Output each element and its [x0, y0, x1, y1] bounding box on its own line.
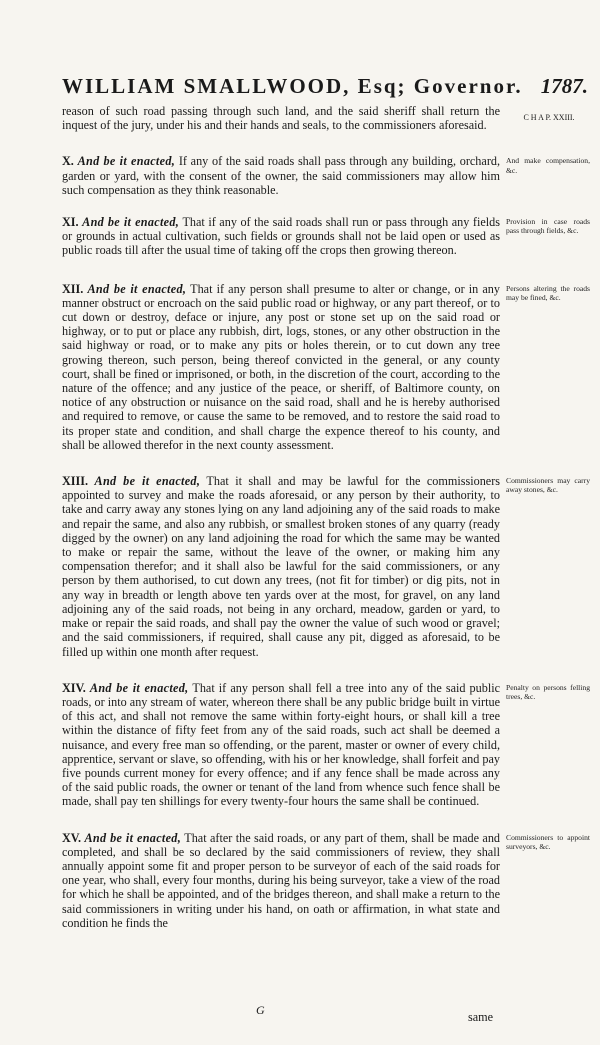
- margin-note: Persons altering the roads may be fined, &c.: [506, 283, 590, 302]
- section-text: That if any person shall fell a tree into any of the said public roads, or into any stream of water, whereon there shall be any public bridge built in virtue of this act, and shall not remove the same within forty-eight hours, or shall kill a tree within the distance of fifty feet from any of the said roads, such act shall be deemed a nuisance, and every free man so offending, or the parent, master or owner of every child, apprentice, servant or slave, so offending, with his or her knowledge, shall forfeit and pay five pounds current money for every offence; and if any fence shall be made across any of the said public roads, the owner or tenant of the land from whence such fence shall be made, shall pay ten shillings for every twenty-four hours the same shall be continued.: [62, 680, 501, 809]
- catchword: same: [468, 1010, 494, 1024]
- enacting-clause: And be it enacted,: [77, 154, 176, 169]
- section-text: If any of the said roads shall pass through any building, orchard, garden or yard, with the consent of the owner, the said commissioners may allow him such compensation as they think reasonable.: [62, 154, 501, 197]
- section-text: That if any person shall presume to alter or change, or in any manner obstruct or encroach on the said public road or highway, or any part thereof, or to cut down or destroy, deface or injure, any post or stone set up on the said road or highway, or to put or place any rubbish, dirt, logs, stones, or any other obstruction in the said highway or road, or to make any pits or holes therein, or to cut down any tree growing thereon, such person, being thereof convicted in the general, or any county court, shall be fined or imprisoned, or both, in the discretion of the court, according to the nature of the offence; and any justice of the peace, or sheriff, of Baltimore county, on notice of any obstruction or nuisance on the said road, shall and he is hereby authorised and required to remove, or cause the same to be removed, and to restore the said road to its proper state and condition, and shall charge the expence thereof to his county, and shall be allowed therefor in the next county assessment.: [62, 281, 500, 452]
- enacting-clause: And be it enacted,: [87, 281, 187, 296]
- section-11: [62, 215, 590, 258]
- section-10: [62, 154, 590, 197]
- enacting-clause: And be it enacted,: [82, 215, 180, 230]
- section-number: X.: [62, 154, 74, 169]
- section-number: XII.: [62, 281, 84, 296]
- section-text: That after the said roads, or any part of them, shall be made and completed, and shall be so declared by the said commissioners of review, they shall annually appoint some fit and proper person to be surveyor of each of the said roads for one year, who shall, every four months, during his being surveyor, take a view of the road for which he shall be appointed, and of the bridges thereon, and shall make a return to the said commissioners in writing under his hand, on oath or affirmation, in what state and condition he finds the: [62, 830, 501, 930]
- section-number: XIII.: [62, 474, 89, 489]
- section-text: That it shall and may be lawful for the commissioners appointed to survey and make the roads aforesaid, or any person by their authority, to take and carry away any stones lying on any land adjoining any of the said roads to make and repair the same, and also any rubbish, or smallest broken stones of any quarry (ready digged by the owner) on any land adjoining the road for which the same may be wanted to make or repair the same, without the leave of the owner, or making him any compensation therefor; and it shall also be lawful for the said commissioners, or any person by them authorised, to cut down any trees, (not fit for timber) or dig pits, not in any way in breadth or length above ten yards over at the most, for gravel, on any land adjoining any of the said roads, not being in any orchard, meadow, garden or yard, to make or repair the said roads, and shall pay the owner the value of such wood or gravel; and the said commissioners, if required, shall cause any pit, digged as aforesaid, to be filled up within one month after request.: [62, 474, 501, 659]
- chapter-label: C H A P. XXIII.: [523, 113, 575, 122]
- enacting-clause: And be it enacted,: [84, 830, 182, 845]
- enacting-clause: And be it enacted,: [94, 474, 201, 489]
- section-text: That if any of the said roads shall run or pass through any fields or grounds in actual cultivation, such fields or grounds shall not be laid open or used as public roads till after the usual time of taking off the crops then growing thereon.: [62, 215, 500, 258]
- margin-note: Commissioners may carry away stones, &c.: [506, 476, 590, 495]
- section-number: XV.: [62, 830, 82, 845]
- page-number: 1787.: [540, 74, 588, 98]
- running-header: [62, 74, 592, 104]
- running-head-title: WILLIAM SMALLWOOD, Esq; Governor.: [62, 74, 523, 98]
- enacting-clause: And be it enacted,: [89, 680, 189, 695]
- section-number: XIV.: [62, 680, 86, 695]
- margin-note: And make compensation, &c.: [506, 156, 590, 175]
- signature-mark: G: [256, 1003, 265, 1017]
- section-12: [62, 281, 590, 452]
- section-14: [62, 680, 590, 809]
- margin-note: Commissioners to appoint surveyors, &c.: [506, 832, 590, 851]
- section-13: [62, 474, 590, 659]
- section-number: XI.: [62, 215, 79, 230]
- section-15: [62, 830, 590, 930]
- margin-note: Provision in case roads pass through fields, &c.: [506, 217, 590, 236]
- intro-paragraph: reason of such road passing through such land, and the said sheriff shall return the inquest of the jury, under his and their hands and seals, to the commissioners aforesaid.: [62, 104, 500, 133]
- margin-note: Penalty on persons felling trees, &c.: [506, 682, 590, 701]
